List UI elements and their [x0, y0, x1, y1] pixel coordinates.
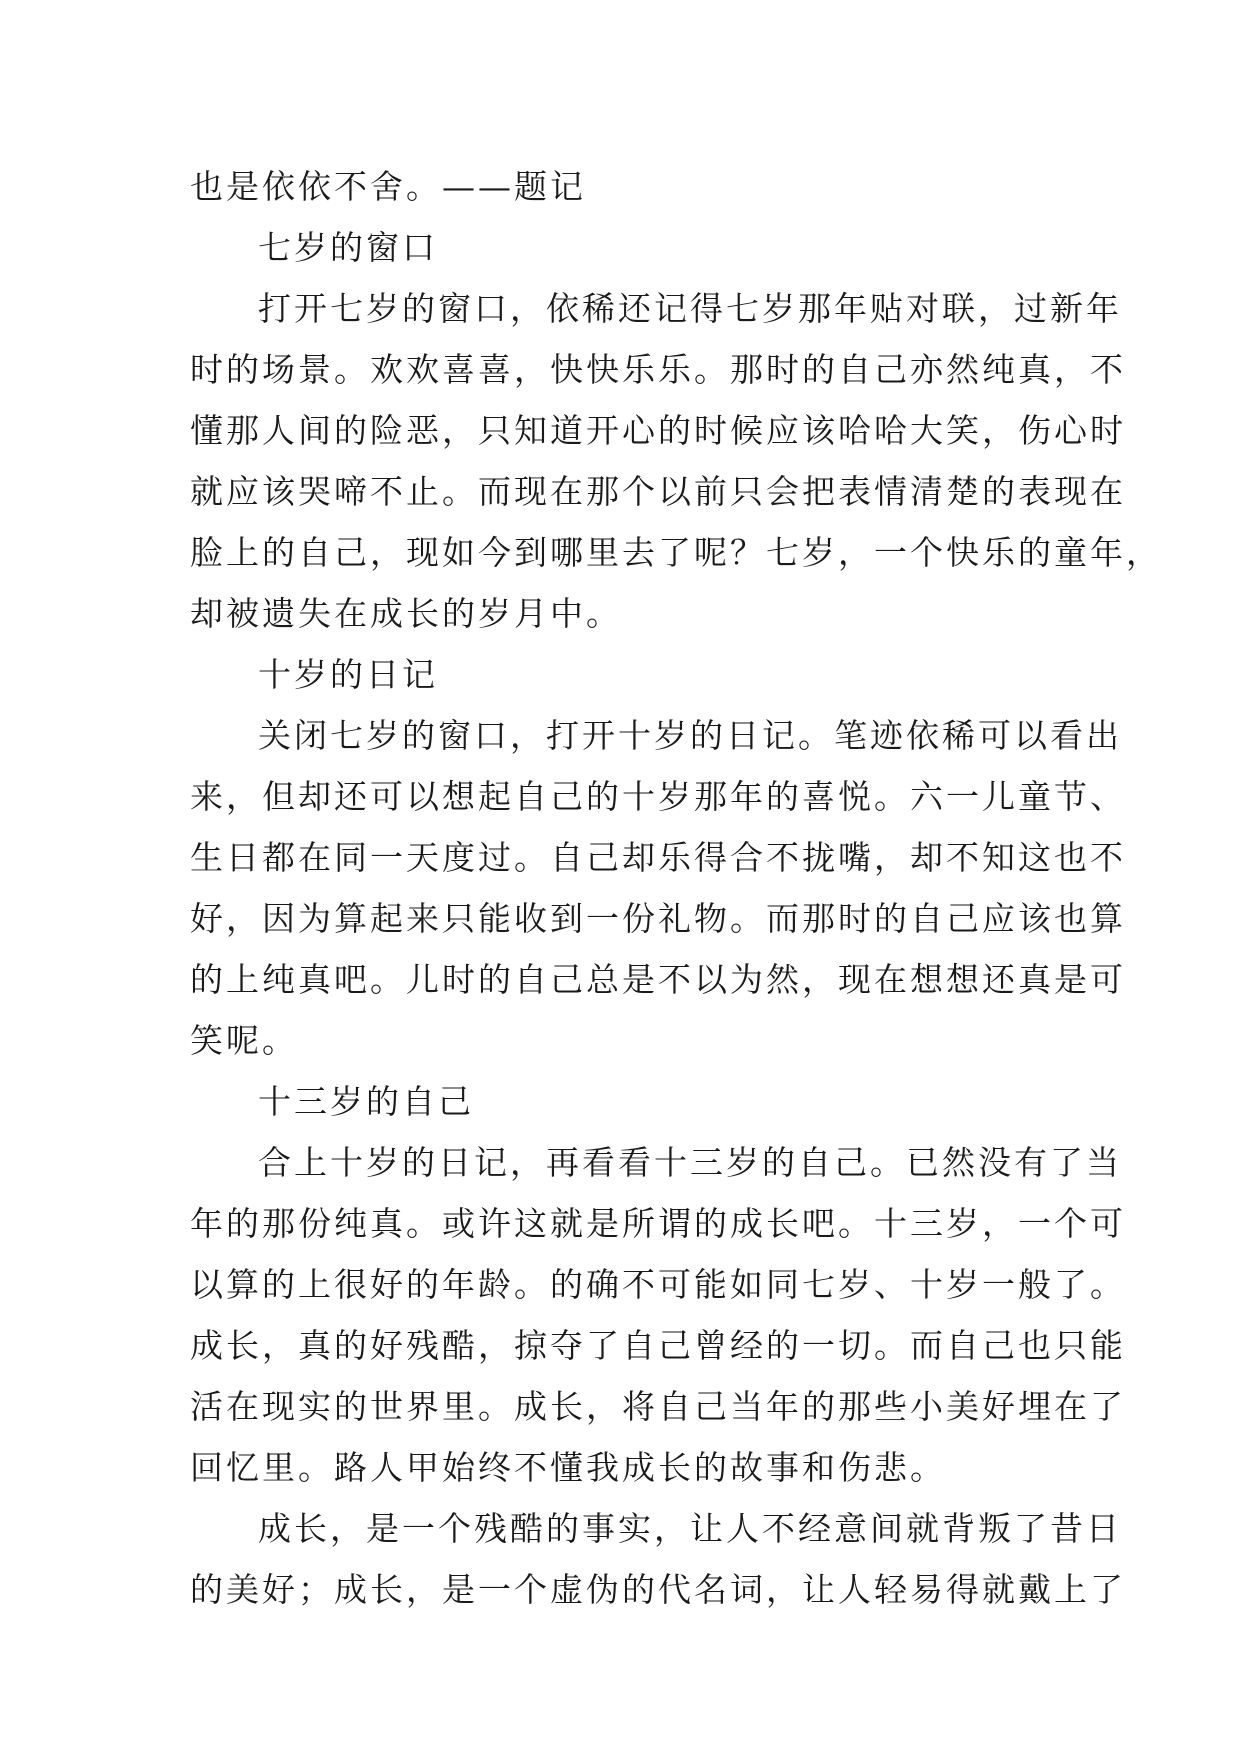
text-line: 时的场景。欢欢喜喜，快快乐乐。那时的自己亦然纯真，不: [190, 350, 1126, 389]
text-line: 成长，真的好残酷，掠夺了自己曾经的一切。而自己也只能: [190, 1326, 1126, 1365]
section-heading-window: 七岁的窗口: [258, 228, 438, 267]
text-line: 以算的上很好的年龄。的确不可能如同七岁、十岁一般了。: [190, 1265, 1126, 1304]
text-line: 打开七岁的窗口，依稀还记得七岁那年贴对联，过新年: [258, 289, 1122, 328]
section-heading-diary: 十岁的日记: [258, 655, 438, 694]
text-line: 的上纯真吧。儿时的自己总是不以为然，现在想想还真是可: [190, 960, 1126, 999]
text-line: 合上十岁的日记，再看看十三岁的自己。已然没有了当: [258, 1143, 1122, 1182]
section-heading-thirteen: 十三岁的自己: [258, 1082, 474, 1121]
text-line: 成长，是一个残酷的事实，让人不经意间就背叛了昔日: [258, 1509, 1122, 1548]
text-line: 年的那份纯真。或许这就是所谓的成长吧。十三岁，一个可: [190, 1204, 1126, 1243]
text-line: 脸上的自己，现如今到哪里去了呢？七岁，一个快乐的童年，: [190, 533, 1162, 572]
text-line: 关闭七岁的窗口，打开十岁的日记。笔迹依稀可以看出: [258, 716, 1122, 755]
text-line: 好，因为算起来只能收到一份礼物。而那时的自己应该也算: [190, 899, 1126, 938]
text-line: 懂那人间的险恶，只知道开心的时候应该哈哈大笑，伤心时: [190, 411, 1126, 450]
text-line: 的美好；成长，是一个虚伪的代名词，让人轻易得就戴上了: [190, 1570, 1126, 1609]
text-line: 活在现实的世界里。成长，将自己当年的那些小美好埋在了: [190, 1387, 1126, 1426]
text-line: 也是依依不舍。——题记: [190, 167, 586, 206]
text-line: 来，但却还可以想起自己的十岁那年的喜悦。六一儿童节、: [190, 777, 1126, 816]
essay-body: [190, 156, 1162, 1620]
text-line: 笑呢。: [190, 1021, 298, 1060]
text-line: 却被遗失在成长的岁月中。: [190, 594, 622, 633]
text-line: 生日都在同一天度过。自己却乐得合不拢嘴，却不知这也不: [190, 838, 1126, 877]
text-line: 就应该哭啼不止。而现在那个以前只会把表情清楚的表现在: [190, 472, 1126, 511]
text-line: 回忆里。路人甲始终不懂我成长的故事和伤悲。: [190, 1448, 946, 1487]
